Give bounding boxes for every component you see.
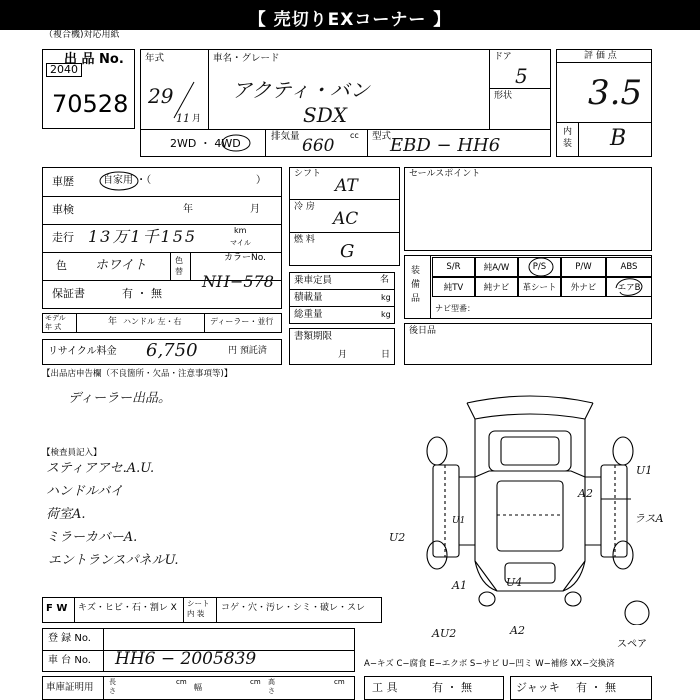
diagram-mark-u1-roof: U1 bbox=[452, 516, 466, 526]
inspector-note: エントランスパネルU. bbox=[48, 553, 179, 568]
car-diagram bbox=[405, 385, 655, 625]
inspection-month-unit: 月 bbox=[250, 204, 260, 215]
document-term-label: 書類期限 bbox=[294, 331, 333, 342]
warranty-options: 有 ・ 無 bbox=[122, 287, 162, 300]
damage-legend: A−キズ C−腐食 E−エクボ S−サビ U−凹ミ W−補修 XX−交換済 bbox=[364, 659, 615, 669]
vehicle-name-label: 車名・グレード bbox=[213, 53, 280, 64]
mile-unit: マイル bbox=[230, 239, 251, 247]
registration-label: 登 録 No. bbox=[48, 633, 91, 644]
equipment-2-5: エアB bbox=[606, 277, 652, 297]
equipment-1-2: 純A/W bbox=[475, 257, 518, 277]
history-options: 自家用 ・（ bbox=[103, 175, 152, 186]
vehicle-name: アクティ・バン bbox=[232, 78, 370, 102]
load-unit: kg bbox=[381, 293, 391, 302]
inspector-label: 【検査員記入】 bbox=[42, 448, 102, 458]
lot-label: 出 品 No. bbox=[64, 52, 124, 67]
displacement-value: 660 bbox=[302, 136, 335, 156]
ps-circle bbox=[526, 256, 556, 278]
equipment-2-3: 革シート bbox=[518, 277, 561, 297]
color-no-label: カラーNo. bbox=[224, 253, 266, 263]
cert-length: 長 さ bbox=[109, 678, 116, 695]
interior-label: 内 装 bbox=[563, 127, 573, 149]
tools-label: 工 具 bbox=[372, 681, 398, 694]
model-row-year: 年 bbox=[108, 317, 118, 327]
interior-value: B bbox=[610, 126, 627, 151]
inspector-note: ハンドルバイ bbox=[46, 484, 124, 499]
jack-options: 有 ・ 無 bbox=[576, 681, 616, 694]
fw-label: F W bbox=[46, 603, 68, 614]
equipment-2-4: 外ナビ bbox=[561, 277, 606, 297]
equipment-2-1: 純TV bbox=[432, 277, 475, 297]
color-change-label: 色 替 bbox=[175, 256, 183, 276]
door-label: ドア bbox=[494, 52, 512, 62]
month-value: 11 bbox=[176, 112, 190, 125]
fuel-label: 燃 料 bbox=[294, 235, 315, 245]
warranty-label: 保証書 bbox=[52, 287, 85, 300]
inspector-note: ミラーカバーA. bbox=[46, 530, 138, 545]
chassis-label: 車 台 No. bbox=[48, 655, 91, 666]
door-count: 5 bbox=[515, 64, 528, 88]
equipment-2-2: 純ナビ bbox=[475, 277, 518, 297]
chassis-value: HH6 − 2005839 bbox=[115, 649, 257, 669]
equipment-label: 装 備 品 bbox=[411, 266, 421, 304]
mileage-value: 13万1千155 bbox=[88, 227, 198, 246]
lot-number: 70528 bbox=[52, 90, 129, 118]
document-term-day: 日 bbox=[381, 350, 391, 360]
gross-unit: kg bbox=[381, 310, 391, 319]
equipment-1-5: ABS bbox=[606, 257, 652, 277]
document-term-month: 月 bbox=[338, 350, 348, 360]
airbag-circle bbox=[612, 274, 646, 300]
riders-label: 乗車定員 bbox=[294, 275, 333, 286]
diagram-mark-au2: AU2 bbox=[432, 627, 457, 640]
model-value: EBD − HH6 bbox=[390, 135, 501, 156]
year-label: 年式 bbox=[145, 53, 165, 64]
inspection-label: 車検 bbox=[52, 203, 74, 216]
displacement-label: 排気量 bbox=[271, 131, 300, 142]
year-value: 29 bbox=[148, 84, 174, 108]
diagram-mark-a2-right: A2 bbox=[578, 487, 593, 500]
sales-point-box bbox=[404, 167, 652, 251]
vehicle-grade: SDX bbox=[303, 103, 347, 127]
after-notes-label: 後日品 bbox=[409, 326, 437, 336]
score-value: 3.5 bbox=[588, 73, 643, 113]
header-title: 【 売切りEXコーナー 】 bbox=[248, 10, 452, 30]
inspector-note: スティアアセ.A.U. bbox=[46, 461, 155, 476]
seat-options: コゲ・穴・汚レ・シミ・破レ・スレ bbox=[221, 603, 366, 613]
tools-options: 有 ・ 無 bbox=[432, 681, 472, 694]
cert-height: 高 さ bbox=[268, 678, 275, 695]
history-circle bbox=[98, 170, 140, 192]
recycle-unit: 円 預託済 bbox=[228, 346, 267, 356]
history-label: 車歴 bbox=[52, 175, 74, 188]
diagram-mark-u4: U4 bbox=[506, 576, 523, 589]
sales-point-label: セールスポイント bbox=[409, 169, 481, 179]
km-unit: km bbox=[234, 226, 247, 235]
jack-label: ジャッキ bbox=[516, 681, 560, 694]
drive-circle bbox=[220, 133, 252, 153]
model-row-dealer: ディーラー・並行 bbox=[210, 317, 274, 326]
gross-label: 総重量 bbox=[294, 309, 323, 320]
seat-label: シート 内 装 bbox=[187, 599, 210, 618]
color-value: ホワイト bbox=[95, 258, 147, 273]
shape-label: 形状 bbox=[494, 91, 513, 101]
equipment-1-1: S/R bbox=[432, 257, 475, 277]
month-unit: 月 bbox=[192, 114, 202, 124]
drive-type: 2WD ・ 4WD bbox=[170, 137, 241, 150]
inspector-note: 荷室A. bbox=[46, 507, 86, 522]
cert-height-unit: cm bbox=[334, 678, 345, 686]
cert-width-unit: cm bbox=[250, 678, 261, 686]
seller-notes-label: 【出品店申告欄（不良箇所・欠品・注意事項等)】 bbox=[42, 369, 233, 379]
recycle-value: 6,750 bbox=[146, 340, 198, 361]
diagram-mark-glass-a: ラスA bbox=[634, 512, 664, 525]
diagram-mark-u1-right: U1 bbox=[636, 464, 653, 477]
cert-label: 車庫証明用 bbox=[46, 682, 94, 693]
color-no-value: NH−578 bbox=[202, 272, 274, 291]
cert-length-unit: cm bbox=[176, 678, 187, 686]
cert-width: 幅 bbox=[194, 683, 202, 692]
navi-label: ナビ型番： bbox=[435, 304, 475, 313]
mileage-label: 走行 bbox=[52, 231, 74, 244]
shift-value: AT bbox=[335, 176, 358, 196]
after-notes-box bbox=[404, 323, 652, 365]
model-row-label: モデル 年 式 bbox=[45, 314, 66, 331]
diagram-mark-a1: A1 bbox=[452, 579, 467, 592]
cc-unit: cc bbox=[350, 131, 359, 140]
model-row-handle: ハンドル 左・右 bbox=[123, 317, 182, 326]
recycle-label: リサイクル料金 bbox=[48, 346, 117, 357]
riders-unit: 名 bbox=[380, 275, 390, 285]
inspection-year-unit: 年 bbox=[183, 204, 193, 215]
score-label: 評 価 点 bbox=[584, 51, 617, 61]
lot-sub: 2040 bbox=[46, 63, 82, 77]
color-label: 色 bbox=[56, 259, 67, 272]
ac-value: AC bbox=[333, 209, 359, 229]
form-kind: （複合機)対応用紙 bbox=[44, 30, 120, 40]
load-label: 積載量 bbox=[294, 292, 323, 303]
seller-notes-text: ディーラー出品。 bbox=[68, 391, 171, 406]
diagram-mark-a2-rear: A2 bbox=[510, 624, 525, 637]
ac-label: 冷 房 bbox=[294, 202, 315, 212]
spare-label: スペア bbox=[617, 639, 647, 650]
fuel-value: G bbox=[340, 241, 355, 262]
shift-label: シフト bbox=[294, 169, 322, 179]
history-close: ） bbox=[256, 175, 266, 186]
diagram-mark-u2-left: U2 bbox=[389, 531, 406, 544]
equipment-1-3: P/S bbox=[518, 257, 561, 277]
model-label: 型式 bbox=[372, 131, 392, 142]
fw-options: キズ・ヒビ・石・割レ X bbox=[78, 603, 177, 613]
equipment-1-4: P/W bbox=[561, 257, 606, 277]
